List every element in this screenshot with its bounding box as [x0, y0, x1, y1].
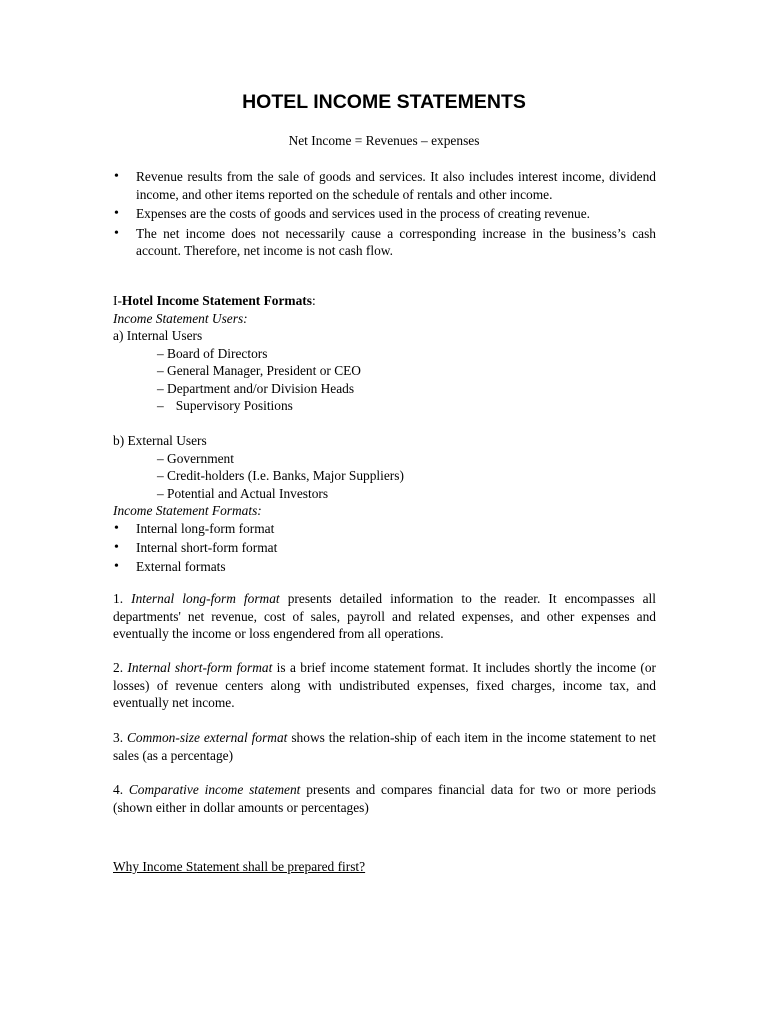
external-users-label: b) External Users [113, 433, 207, 448]
paragraph-text: presents detailed information to the reader. It encompasses all departments' net revenue, cost of sales, payroll and related expenses, and other expenses and eventually the income or loss engendered from all operations. [113, 591, 656, 641]
formats-subheading [113, 502, 656, 520]
section-colon: : [311, 293, 316, 308]
paragraph-term: Internal long-form format [131, 591, 280, 606]
users-subheading [113, 310, 656, 328]
internal-user-item: – General Manager, President or CEO [157, 363, 361, 378]
internal-user-item-text: Supervisory Positions [175, 398, 293, 413]
internal-user-item [113, 397, 656, 415]
paragraph-number: 1. [113, 591, 132, 606]
net-income-formula: Net Income = Revenues – expenses [288, 133, 480, 148]
internal-user-item: – Board of Directors [157, 345, 268, 361]
paragraph-text: shows the relation-ship of each item in the income statement to net sales (as a percentage) [113, 730, 657, 763]
paragraph-short-form [113, 659, 656, 712]
intro-bullet-list [113, 168, 656, 262]
section-heading [113, 292, 656, 310]
paragraph-term: Internal short-form format [127, 660, 273, 675]
paragraph-text: is a brief income statement format. It includes shortly the income (or losses) of revenue centers along with undistributed expenses, fixed charges, income tax, and eventually net income. [113, 660, 657, 710]
paragraph-number: 2. [113, 660, 128, 675]
section-heading-text: Hotel Income Statement Formats [121, 293, 312, 308]
formats-colon: : [257, 503, 262, 518]
users-label: Income Statement Users [113, 310, 244, 326]
formats-bullet-list [113, 520, 656, 578]
external-user-item: – Credit-holders (I.e. Banks, Major Suppliers) [157, 468, 404, 483]
bullet-item-net-income: • The net income does not necessarily cause a corresponding increase in the business’s cash account. Therefore, net income is not cash flow. [113, 225, 656, 260]
users-colon: : [243, 310, 248, 326]
external-user-item: – Government [157, 450, 234, 466]
formats-section [113, 292, 656, 577]
paragraph-number: 4. [113, 782, 129, 797]
bullet-item-expenses: • Expenses are the costs of goods and services used in the process of creating revenue. [113, 205, 656, 223]
page-title: HOTEL INCOME STATEMENTS [242, 91, 526, 113]
paragraph-text: presents and compares financial data for two or more periods (shown either in dollar amounts or percentages) [113, 782, 656, 815]
formats-label: Income Statement Formats [113, 503, 258, 518]
paragraph-number: 3. [113, 730, 127, 745]
section-prefix: I- [113, 293, 122, 308]
internal-user-item: – Department and/or Division Heads [157, 380, 355, 396]
paragraph-long-form [113, 590, 656, 643]
bullet-item-revenue: • Revenue results from the sale of goods and services. It also includes interest income, dividend income, and other items reported on the schedule of rentals and other income. [113, 168, 656, 203]
paragraph-common-size [113, 729, 656, 764]
format-item: • Internal long-form format [113, 520, 656, 539]
question-heading: Why Income Statement shall be prepared first? [113, 859, 366, 874]
format-item: • Internal short-form format [113, 539, 656, 558]
paragraph-comparative [113, 781, 656, 816]
paragraph-term: Comparative income statement [128, 782, 301, 797]
internal-users-label: a) Internal Users [113, 328, 203, 343]
paragraph-term: Common-size external format [127, 730, 288, 745]
dash-mark: – [157, 398, 164, 413]
external-user-item: – Potential and Actual Investors [157, 485, 329, 501]
format-item: • External formats [113, 558, 656, 577]
